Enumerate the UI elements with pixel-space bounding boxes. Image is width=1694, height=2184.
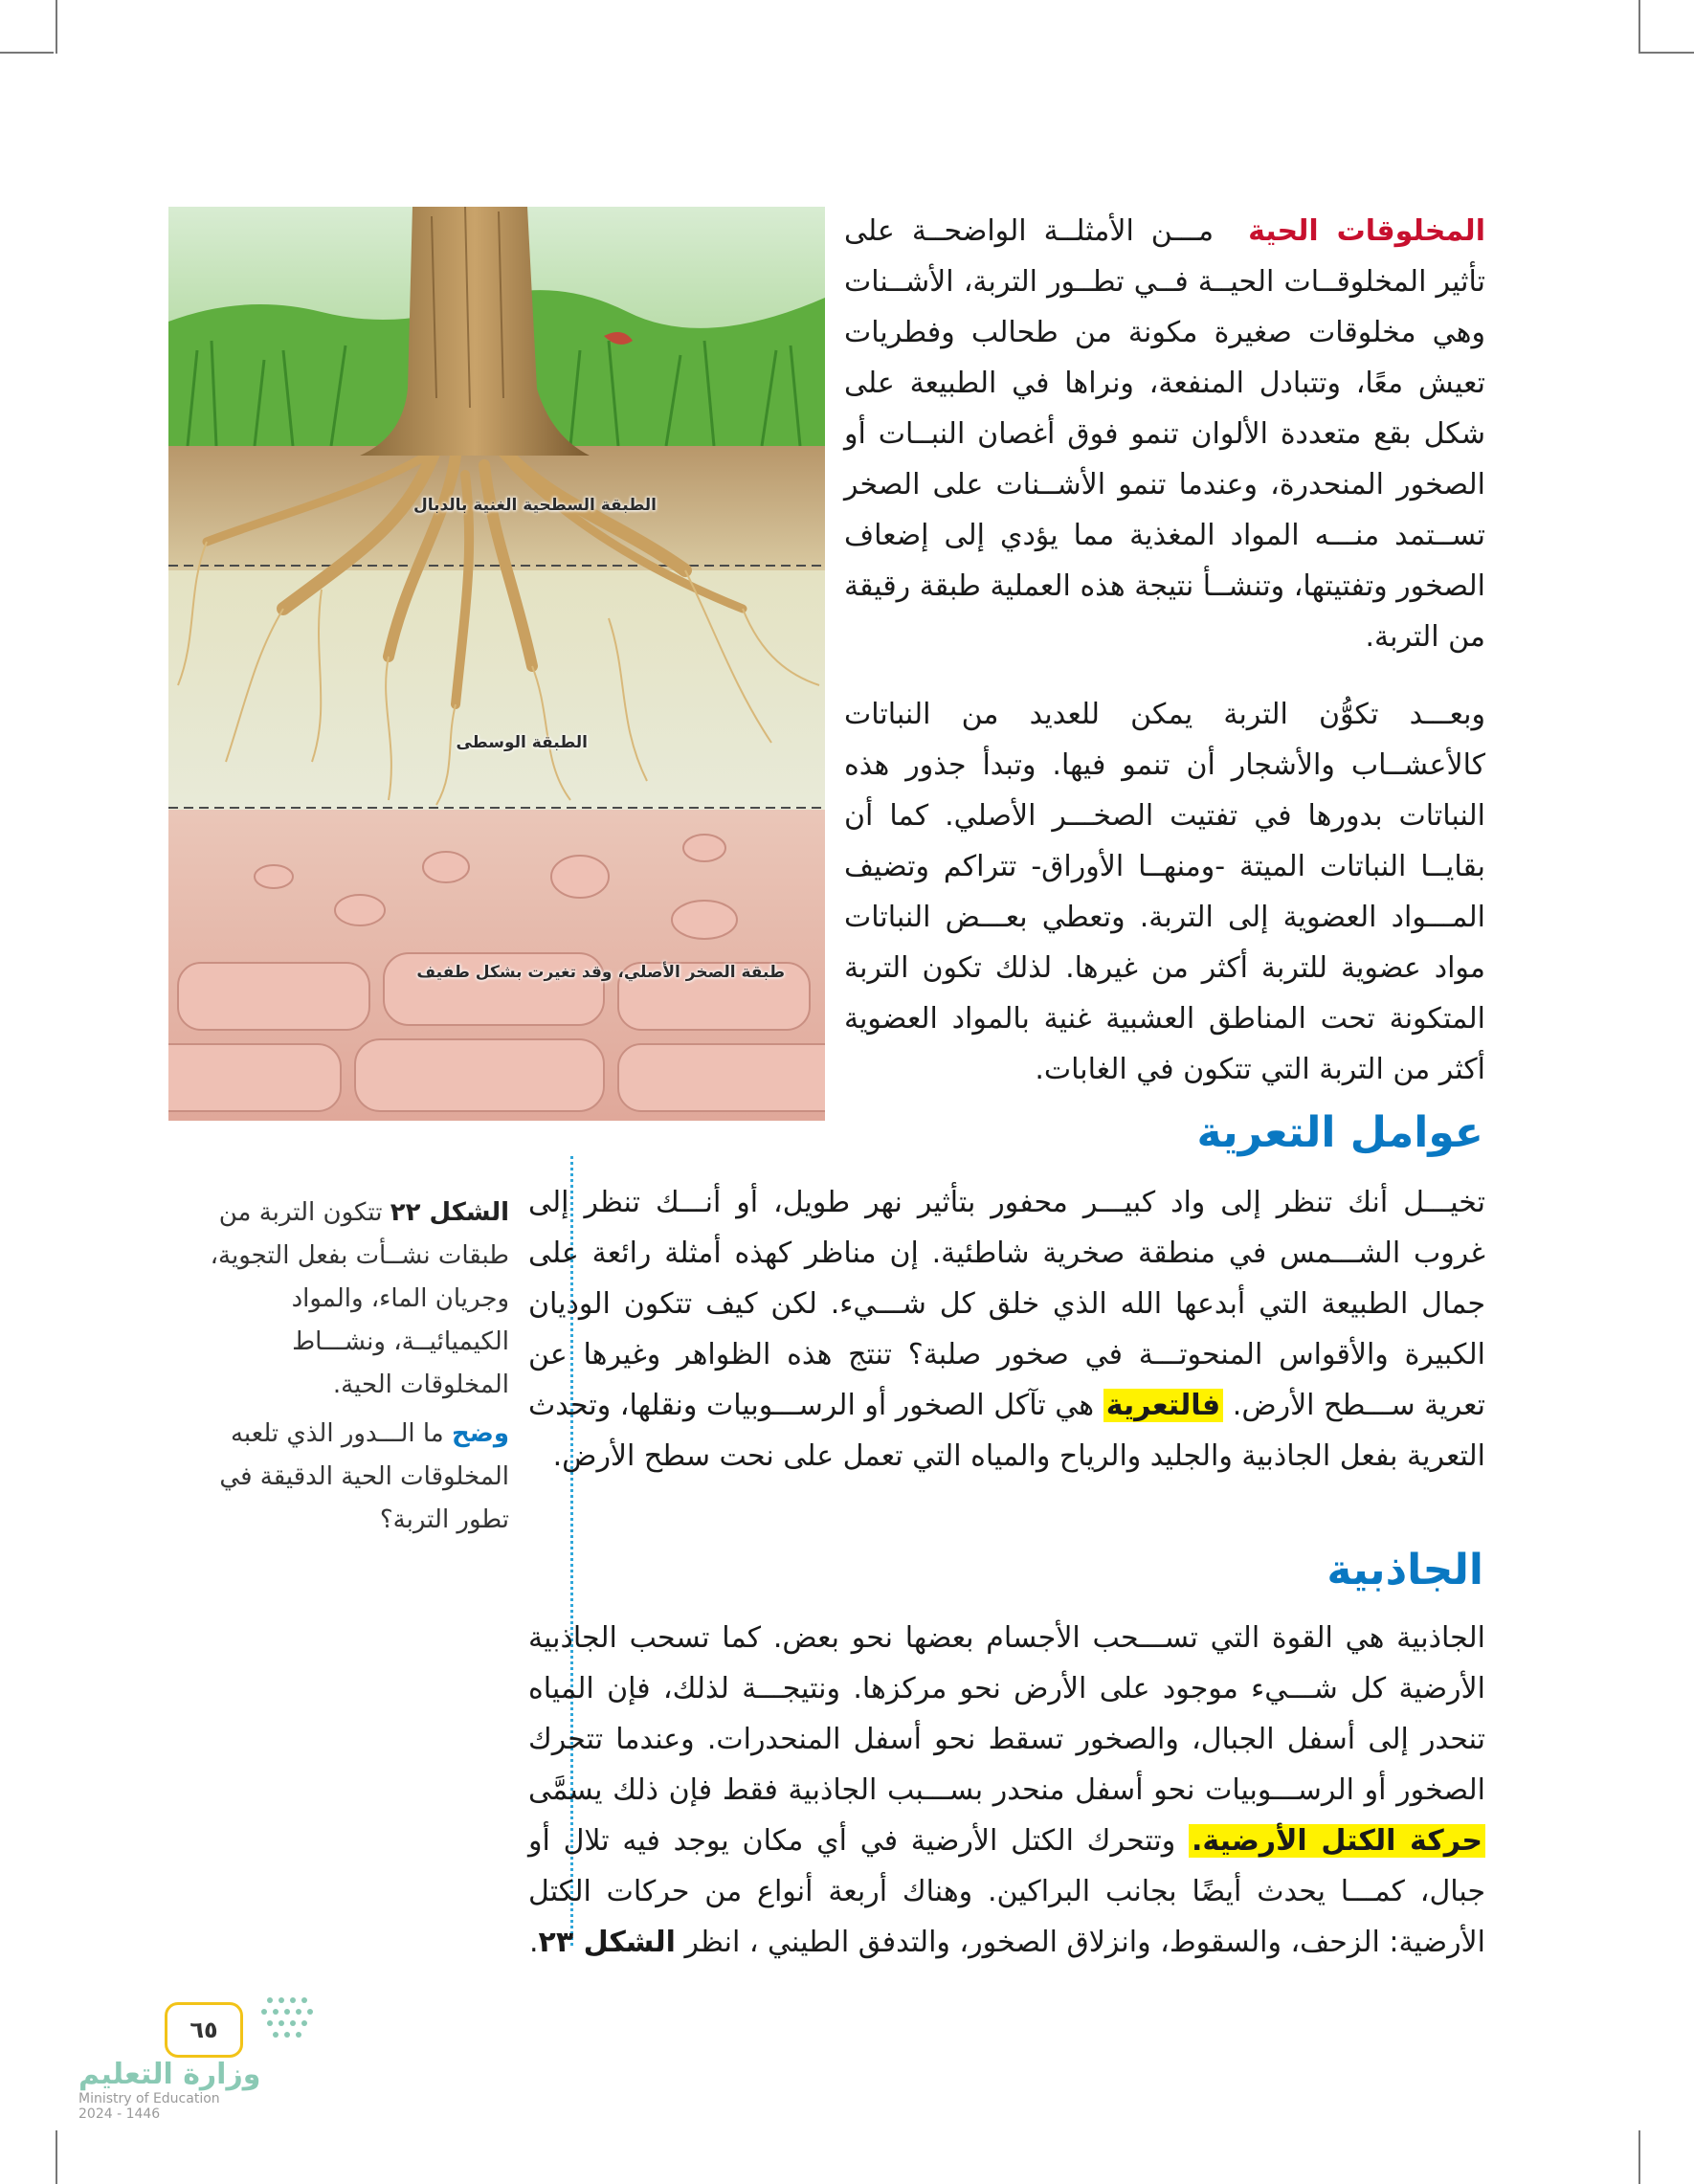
crop-mark bbox=[1638, 2130, 1640, 2184]
plants-paragraph bbox=[844, 689, 1485, 1095]
crop-mark bbox=[0, 52, 54, 54]
figure-caption bbox=[193, 1192, 509, 1542]
soil-illustration bbox=[168, 207, 825, 1121]
page-number: ٦٥ bbox=[165, 2002, 243, 2058]
topsoil-label: الطبقة السطحية الغنية بالدبال bbox=[412, 496, 657, 515]
gravity-keyword: حركة الكتل الأرضية. bbox=[1189, 1824, 1485, 1858]
gravity-text-1: الجاذبية هي القوة التي تســـحب الأجسام بعضها نحو بعض. كما تسحب الجاذبية الأرضية كل شـــيء موجود على الأرض نحو مركزها. ونتيجـــة لذلك، فإن المياه تنحدر إلى أسفل الجبال، والصخور تسقط نحو أسفل المنحدرات. وعندما تتحرك الصخور أو الرســـوبيات نحو أسفل منحدر بســـبب الجاذبية فقط فإن ذلك يسمَّى bbox=[528, 1621, 1485, 1807]
caption-question-text: ما الـــدور الذي تلعبه المخلوقات الحية الدقيقة في تطور التربة؟ bbox=[219, 1419, 509, 1534]
organisms-lead: المخلوقات الحية bbox=[1248, 214, 1485, 248]
gravity-fig-ref: الشكل ٢٣ bbox=[538, 1926, 676, 1959]
organisms-paragraph bbox=[844, 206, 1485, 662]
erosion-heading: عوامل التعرية bbox=[1196, 1108, 1483, 1157]
gravity-paragraph bbox=[528, 1613, 1485, 1968]
erosion-text-2: هي تآكل الصخور أو الرســـوبيات ونقلها، وتحدث التعرية بفعل الجاذبية والجليد والرياح والمياه التي تعمل على نحت سطح الأرض. bbox=[528, 1389, 1485, 1473]
gravity-text-2: وتتحرك الكتل الأرضية في أي مكان يوجد فيه تلال أو جبال، كمـــا يحدث أيضًا بجانب البراكين. وهناك أربعة أنواع من حركات الكتل الأرضية: الزحف، والسقوط، وانزلاق الصخور، والتدفق الطيني ، انظر bbox=[528, 1824, 1485, 1959]
ministry-year: 2024 - 1446 bbox=[78, 2106, 161, 2122]
organisms-text: مـــن الأمثلــة الواضحــة على تأثير المخلوقــات الحيــة فــي تطــور التربة، الأشــنات وهي مخلوقات صغيرة مكونة من طحالب وفطريات تعيش معًا، وتتبادل المنفعة، ونراها في الطبيعة على شكل بقع متعددة الألوان تنمو فوق أغصان النبــات أو الصخور المنحدرة، وعندما تنمو الأشــنات على الصخر تســتمد منـــه المواد المغذية مما يؤدي إلى إضعاف الصخور وتفتيتها، وتنشــأ نتيجة هذه العملية طبقة رقيقة من التربة. bbox=[844, 214, 1485, 654]
caption-question-word: وضح bbox=[451, 1419, 509, 1448]
erosion-keyword: فالتعرية bbox=[1103, 1389, 1223, 1422]
crop-mark bbox=[1640, 52, 1694, 54]
caption-text: تتكون التربة من طبقات نشــأت بفعل التجوية، وجريان الماء، والمواد الكيميائيــة، ونشـــاط المخلوقات الحية. bbox=[210, 1198, 509, 1399]
crop-mark bbox=[1638, 0, 1640, 54]
crop-mark bbox=[56, 0, 57, 54]
bedrock-label: طبقة الصخر الأصلي، وقد تغيرت بشكل طفيف bbox=[416, 963, 785, 982]
erosion-paragraph bbox=[528, 1177, 1485, 1482]
erosion-text-1: تخيـــل أنك تنظر إلى واد كبيـــر محفور بتأثير نهر طويل، أو أنـــك تنظر إلى غروب الشـــمس في منطقة صخرية شاطئية. إن مناظر كهذه أمثلة رائعة على جمال الطبيعة التي أبدعها الله الذي خلق كل شـــيء. لكن كيف تتكون الوديان الكبيرة والأقواس المنحوتـــة في صخور صلبة؟ تنتج هذه الظواهر وغيرها عن تعرية ســـطح الأرض. bbox=[528, 1186, 1485, 1422]
caption-question bbox=[193, 1413, 509, 1542]
ministry-name-en: Ministry of Education bbox=[78, 2091, 220, 2106]
middle-layer-label: الطبقة الوسطى bbox=[456, 733, 588, 752]
ministry-name-ar: وزارة التعليم bbox=[78, 2058, 261, 2091]
gravity-heading: الجاذبية bbox=[1326, 1546, 1483, 1594]
gravity-end: . bbox=[528, 1926, 539, 1959]
crop-mark bbox=[56, 2130, 57, 2184]
caption-fig-ref: الشكل ٢٢ bbox=[390, 1198, 509, 1227]
plants-text: وبعـــد تكوُّن التربة يمكن للعديد من النباتات كالأعشــاب والأشجار أن تنمو فيها. وتبدأ جذور هذه النباتات بدورها في تفتيت الصخـــر الأصلي. كما أن بقايــا النباتات الميتة -ومنهــا الأوراق- تتراكم وتضيف المـــواد العضوية إلى التربة. وتعطي بعـــض النباتات مواد عضوية للتربة أكثر من غيرها. لذلك تكون التربة المتكونة تحت المناطق العشبية غنية بالمواد العضوية أكثر من التربة التي تتكون في الغابات. bbox=[844, 698, 1485, 1086]
soil-layers-figure bbox=[168, 207, 825, 1121]
ministry-logo bbox=[78, 2058, 270, 2122]
